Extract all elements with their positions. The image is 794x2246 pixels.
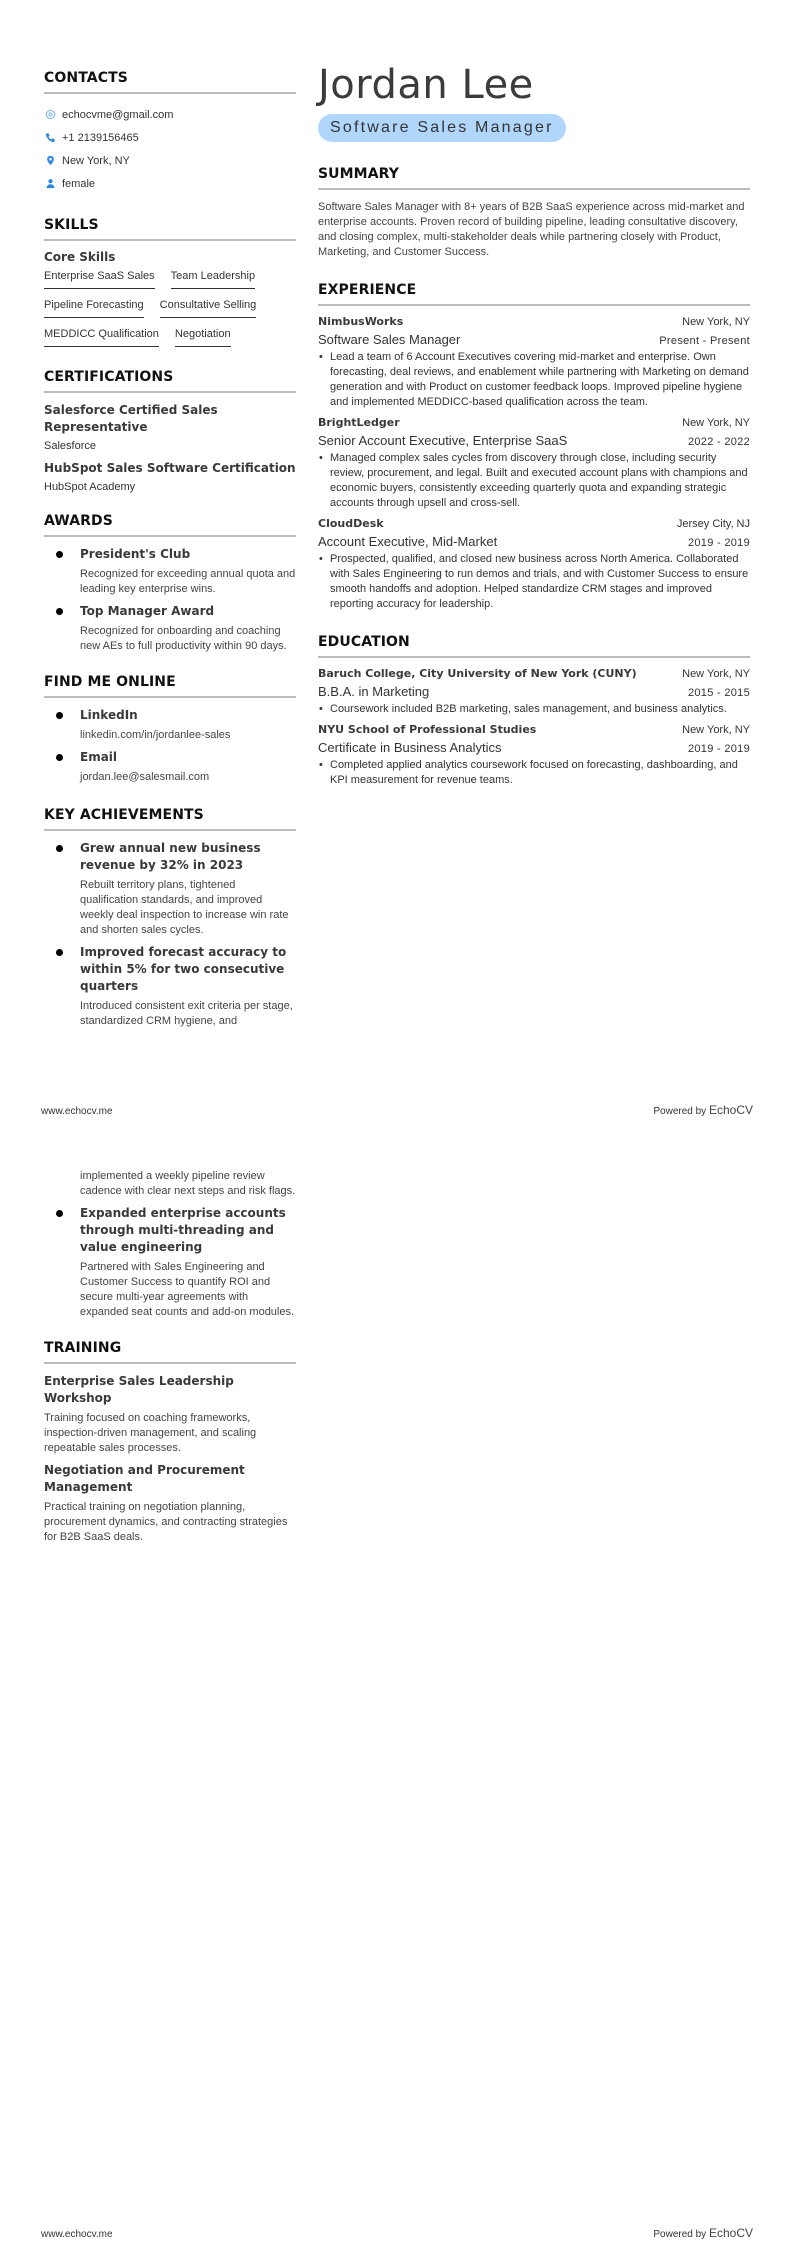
award-desc: Recognized for exceeding annual quota and leading key enterprise wins.: [80, 568, 296, 595]
skills-list: [44, 268, 296, 355]
summary-section: [318, 166, 750, 260]
skills-section: [44, 217, 296, 355]
bullet-dot-icon: [56, 1210, 63, 1217]
left-column-continued: [44, 1169, 296, 1545]
skill-tag: MEDDICC Qualification: [44, 326, 159, 347]
skills-group-title: Core Skills: [44, 250, 116, 264]
section-title-experience: EXPERIENCE: [318, 282, 750, 306]
online-item-linkedin: [44, 707, 296, 743]
education-dates: 2015 - 2015: [687, 687, 750, 699]
bullet-dot-icon: [56, 949, 63, 956]
at-icon: [44, 109, 56, 121]
school-location: New York, NY: [682, 668, 750, 680]
online-name: LinkedIn: [80, 708, 138, 722]
skill-tag: Negotiation: [175, 326, 231, 347]
achievement-name: Improved forecast accuracy to within 5% for two consecutive quarters: [80, 945, 287, 993]
award-item: [44, 603, 296, 654]
job-bullet: • Managed complex sales cycles from discovery through close, including security review, procurement, and legal. Built and executed account plans with champions and economic buyers, consistently exceeding quarterly quota and expanding strategic accounts through upsell and cross-sell.: [318, 451, 750, 511]
powered-by-label: Powered by: [653, 2229, 707, 2240]
footer-website-link[interactable]: www.echocv.me: [41, 2229, 113, 2240]
skill-tag: Consultative Selling: [160, 297, 257, 318]
job-dates: 2019 - 2019: [687, 537, 750, 549]
award-item: [44, 546, 296, 597]
section-title-certifications: CERTIFICATIONS: [44, 369, 296, 393]
email-link[interactable]: jordan.lee@salesmail.com: [80, 771, 210, 783]
company-name: CloudDesk: [318, 517, 384, 530]
achievement-desc: implemented a weekly pipeline review cadence with clear next steps and risk flags.: [80, 1170, 296, 1197]
company-name: BrightLedger: [318, 416, 400, 429]
achievement-continuation: [44, 1169, 296, 1199]
education-bullet: • Completed applied analytics coursework focused on forecasting, dashboarding, and KPI measurement for revenue teams.: [318, 758, 750, 788]
training-name: Negotiation and Procurement Management: [44, 1463, 245, 1494]
footer-powered-by: [653, 1103, 753, 1117]
job-title: Account Executive, Mid-Market: [318, 534, 498, 549]
training-desc: Training focused on coaching frameworks, inspection-driven management, and scaling repeatable sales processes.: [44, 1412, 257, 1454]
skill-tag: Enterprise SaaS Sales: [44, 268, 155, 289]
contact-gender: [44, 172, 296, 195]
education-section: [318, 634, 750, 788]
award-desc: Recognized for onboarding and coaching new AEs to full productivity within 90 days.: [80, 625, 287, 652]
achievement-name: Grew annual new business revenue by 32% in 2023: [80, 841, 261, 872]
summary-text: Software Sales Manager with 8+ years of B2B SaaS experience across mid-market and enterprise accounts. Proven record of building pipeline, leading consultative discovery, and closing complex, multi-stakeholder deals while partnering closely with Product, Marketing, and Customer Success.: [318, 201, 745, 258]
job-dates: Present - Present: [659, 335, 750, 347]
education-bullet: • Coursework included B2B marketing, sales management, and business analytics.: [318, 702, 750, 717]
cert-issuer: Salesforce: [44, 440, 96, 452]
cert-name: Salesforce Certified Sales Representative: [44, 403, 218, 434]
training-desc: Practical training on negotiation planning, procurement dynamics, and contracting strategies for B2B SaaS deals.: [44, 1501, 288, 1543]
section-title-contacts: CONTACTS: [44, 70, 296, 94]
bullet-dot-icon: [56, 551, 63, 558]
job-location: Jersey City, NJ: [676, 518, 750, 530]
section-title-summary: SUMMARY: [318, 166, 750, 190]
section-title-online: FIND ME ONLINE: [44, 674, 296, 698]
job-title: Software Sales Manager: [318, 332, 461, 347]
awards-section: [44, 513, 296, 654]
contact-location: [44, 149, 296, 172]
contact-phone-text: +1 2139156465: [62, 131, 139, 144]
online-section: [44, 674, 296, 785]
section-title-training: TRAINING: [44, 1340, 296, 1364]
contact-gender-text: female: [62, 177, 96, 190]
job-bullet: • Prospected, qualified, and closed new business across North America. Collaborated with Sales Engineering to run demos and trials, and with Customer Success to ensure smooth handoffs and adoption. Helped standardize CRM stages and improved reporting accuracy for leadership.: [318, 552, 750, 612]
candidate-name: Jordan Lee: [318, 62, 534, 108]
contact-email-text: echocvme@gmail.com: [62, 108, 174, 121]
right-column: [318, 62, 750, 788]
section-title-skills: SKILLS: [44, 217, 296, 241]
resume-page-2: [0, 1123, 794, 2246]
cert-name: HubSpot Sales Software Certification: [44, 461, 296, 475]
training-section: [44, 1340, 296, 1545]
section-title-achievements: KEY ACHIEVEMENTS: [44, 807, 296, 831]
left-column: [44, 70, 296, 1035]
skill-tag: Pipeline Forecasting: [44, 297, 144, 318]
experience-item: [318, 416, 750, 511]
achievement-item: [44, 944, 296, 1029]
skill-tag: Team Leadership: [171, 268, 255, 289]
experience-section: [318, 282, 750, 612]
location-pin-icon: [44, 155, 56, 167]
award-name: President's Club: [80, 547, 191, 561]
brand-link[interactable]: EchoCV: [708, 2226, 753, 2240]
footer-powered-by: [653, 2226, 753, 2240]
online-item-email: [44, 749, 296, 785]
degree: Certificate in Business Analytics: [318, 740, 502, 755]
job-dates: 2022 - 2022: [687, 436, 750, 448]
achievements-section: [44, 807, 296, 1029]
education-item: [318, 667, 750, 717]
school-name: Baruch College, City University of New York (CUNY): [318, 667, 637, 680]
bullet-dot-icon: [56, 845, 63, 852]
footer-website-link[interactable]: www.echocv.me: [41, 1106, 113, 1117]
linkedin-link[interactable]: linkedin.com/in/jordanlee-sales: [80, 729, 231, 741]
brand-link[interactable]: EchoCV: [708, 1103, 753, 1117]
cert-issuer: HubSpot Academy: [44, 481, 136, 493]
achievement-item: [44, 1205, 296, 1320]
bullet-dot-icon: [56, 754, 63, 761]
phone-icon: [44, 132, 56, 144]
page-footer: [41, 2226, 753, 2240]
section-title-education: EDUCATION: [318, 634, 750, 658]
degree: B.B.A. in Marketing: [318, 684, 430, 699]
section-title-awards: AWARDS: [44, 513, 296, 537]
award-name: Top Manager Award: [80, 604, 215, 618]
person-icon: [44, 178, 56, 190]
school-name: NYU School of Professional Studies: [318, 723, 537, 736]
contact-email[interactable]: [44, 103, 296, 126]
certifications-section: [44, 369, 296, 493]
bullet-dot-icon: [56, 608, 63, 615]
online-name: Email: [80, 750, 118, 764]
job-location: New York, NY: [682, 417, 750, 429]
achievement-desc: Partnered with Sales Engineering and Customer Success to quantify ROI and secure multi-year agreements with expanded seat counts and add-on modules.: [80, 1261, 295, 1318]
training-name: Enterprise Sales Leadership Workshop: [44, 1374, 234, 1405]
experience-item: [318, 315, 750, 410]
job-bullet: • Lead a team of 6 Account Executives covering mid-market and enterprise. Own forecasting, deal reviews, and enablement while partnering with Marketing on demand generation and with Product on customer feedback loops. Improved pipeline hygiene and implemented MEDDICC-based qualification across the team.: [318, 350, 750, 410]
achievement-desc: Rebuilt territory plans, tightened qualification standards, and improved weekly deal inspection to increase win rate and shorten sales cycles.: [80, 879, 289, 936]
achievement-item: [44, 840, 296, 938]
education-dates: 2019 - 2019: [687, 743, 750, 755]
company-name: NimbusWorks: [318, 315, 404, 328]
achievement-name: Expanded enterprise accounts through multi-threading and value engineering: [80, 1206, 286, 1254]
bullet-dot-icon: [56, 712, 63, 719]
contact-location-text: New York, NY: [62, 154, 130, 167]
contacts-section: [44, 70, 296, 195]
powered-by-label: Powered by: [653, 1106, 707, 1117]
role-badge: Software Sales Manager: [318, 114, 566, 142]
job-title: Senior Account Executive, Enterprise SaaS: [318, 433, 568, 448]
education-item: [318, 723, 750, 788]
school-location: New York, NY: [682, 724, 750, 736]
page-footer: [41, 1103, 753, 1117]
achievement-desc: Introduced consistent exit criteria per stage, standardized CRM hygiene, and: [80, 1000, 293, 1027]
job-location: New York, NY: [682, 316, 750, 328]
experience-item: [318, 517, 750, 612]
contact-phone[interactable]: [44, 126, 296, 149]
